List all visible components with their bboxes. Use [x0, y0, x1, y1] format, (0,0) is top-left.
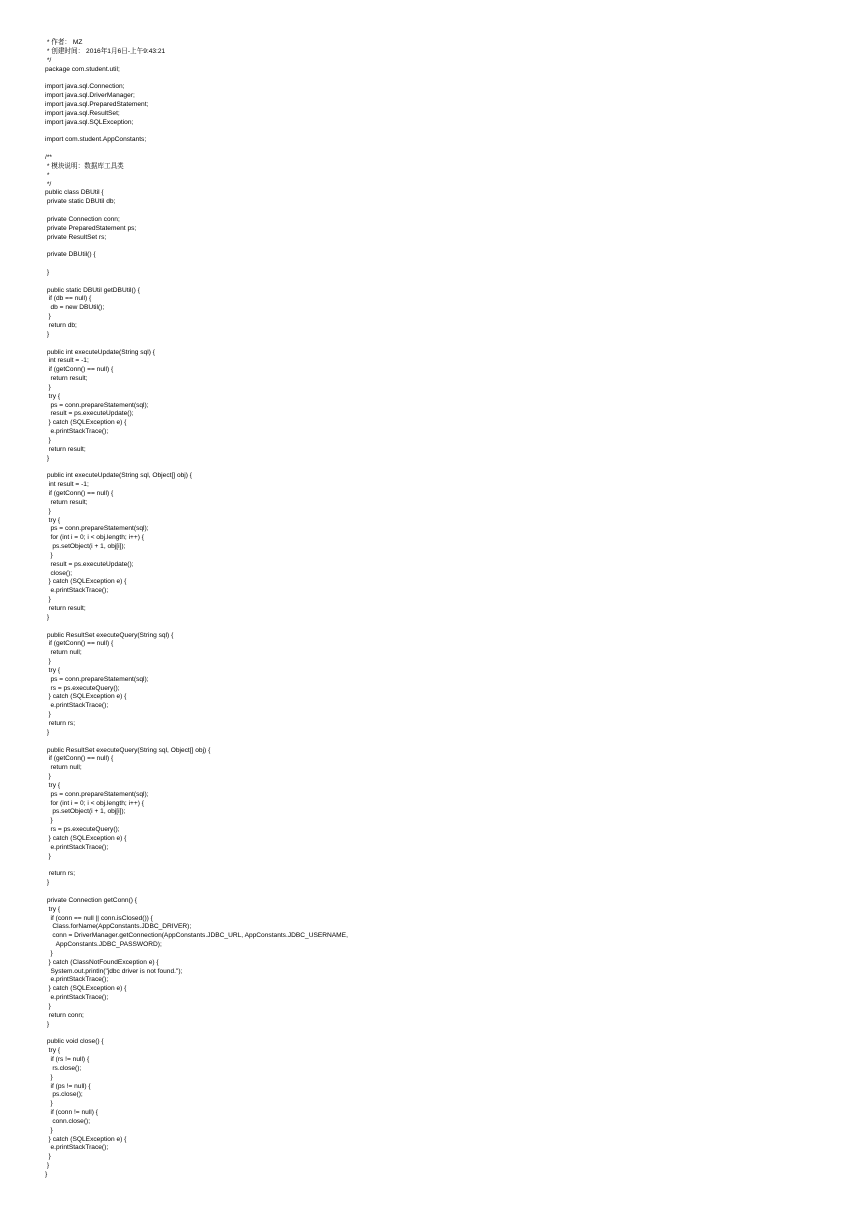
code-line: return db;	[45, 322, 77, 329]
code-line: try {	[45, 781, 61, 789]
code-line: * 创建时间： 2016年1月6日-上午9:43:21	[45, 47, 166, 55]
code-line: if (db == null) {	[45, 295, 92, 303]
code-line: rs.close();	[45, 1064, 82, 1072]
code-line: }	[45, 879, 50, 887]
code-line: conn = DriverManager.getConnection(AppConstants.JDBC_URL, AppConstants.JDBC_USERNAME,	[45, 932, 348, 940]
code-line: }	[45, 728, 50, 736]
code-line: public int executeUpdate(String sql, Object[] obj) {	[45, 472, 192, 480]
code-line: e.printStackTrace();	[45, 587, 109, 595]
code-line: e.printStackTrace();	[45, 976, 109, 984]
code-line: }	[45, 773, 51, 781]
code-line: import java.sql.DriverManager;	[45, 92, 135, 100]
code-line	[45, 127, 348, 136]
code-line: private PreparedStatement ps;	[45, 224, 137, 232]
code-line: try {	[45, 1047, 61, 1055]
code-line: return result;	[45, 605, 86, 612]
code-line: Class.forName(AppConstants.JDBC_DRIVER);	[45, 923, 192, 931]
code-line: try {	[45, 905, 61, 913]
code-line: }	[45, 1002, 51, 1010]
code-line: } catch (SQLException e) {	[45, 419, 127, 427]
code-line	[45, 242, 348, 251]
code-line: try {	[45, 516, 61, 524]
code-line	[45, 278, 348, 287]
code-line: /**	[45, 153, 52, 161]
code-line	[45, 74, 348, 83]
code-line: */	[45, 180, 52, 188]
code-line: ps = conn.prepareStatement(sql);	[45, 675, 149, 683]
code-line: import java.sql.SQLException;	[45, 118, 134, 126]
code-line: private Connection conn;	[45, 215, 120, 223]
code-line: if (conn == null || conn.isClosed()) {	[45, 914, 153, 922]
code-line: import com.student.AppConstants;	[45, 136, 147, 144]
code-line: private Connection getConn() {	[45, 896, 138, 904]
code-line: e.printStackTrace();	[45, 994, 109, 1002]
code-line: private static DBUtil db;	[45, 198, 116, 206]
code-line: if (getConn() == null) {	[45, 640, 114, 648]
code-line	[45, 888, 348, 897]
code-line: db = new DBUtil();	[45, 304, 105, 312]
code-line: rs = ps.executeQuery();	[45, 684, 120, 692]
code-line: try {	[45, 666, 61, 674]
code-line: public int executeUpdate(String sql) {	[45, 348, 155, 356]
code-line: import java.sql.PreparedStatement;	[45, 100, 149, 108]
code-line: *	[45, 171, 50, 179]
code-line: }	[45, 1100, 53, 1108]
code-line	[45, 340, 348, 349]
code-line: return result;	[45, 498, 88, 506]
code-line: ps = conn.prepareStatement(sql);	[45, 525, 149, 533]
code-line: } catch (SQLException e) {	[45, 578, 127, 586]
code-line: ps = conn.prepareStatement(sql);	[45, 790, 149, 798]
code-line: package com.student.util;	[45, 65, 120, 73]
code-line: }	[45, 313, 51, 321]
code-line: return null;	[45, 764, 82, 772]
code-line: try {	[45, 392, 61, 400]
code-line: if (getConn() == null) {	[45, 366, 114, 374]
code-line: }	[45, 1126, 53, 1134]
code-line: }	[45, 949, 53, 957]
code-line: return rs;	[45, 719, 76, 727]
code-line: }	[45, 613, 50, 621]
code-line: public static DBUtil getDBUtil() {	[45, 286, 140, 294]
code-line: } catch (SQLException e) {	[45, 693, 127, 701]
code-line: public ResultSet executeQuery(String sql, Object[] obj) {	[45, 746, 211, 754]
code-line: result = ps.executeUpdate();	[45, 410, 134, 418]
code-line: return result;	[45, 445, 86, 453]
code-line: if (ps != null) {	[45, 1082, 91, 1090]
code-line: e.printStackTrace();	[45, 428, 109, 436]
code-line: }	[45, 507, 51, 515]
code-line: } catch (SQLException e) {	[45, 1135, 127, 1143]
code-line: for (int i = 0; i < obj.length; i++) {	[45, 534, 144, 542]
code-line: }	[45, 596, 51, 604]
code-line	[45, 207, 348, 216]
code-line	[45, 145, 348, 154]
code-line: public void close() {	[45, 1038, 104, 1046]
code-line: import java.sql.ResultSet;	[45, 109, 120, 117]
code-line: rs = ps.executeQuery();	[45, 826, 120, 834]
code-line	[45, 1030, 348, 1039]
code-line: ps.setObject(i + 1, obj[i]);	[45, 543, 126, 551]
code-line: return rs;	[45, 870, 76, 878]
code-line: ps.close();	[45, 1091, 83, 1099]
code-line: } catch (SQLException e) {	[45, 985, 127, 993]
code-line: result = ps.executeUpdate();	[45, 560, 134, 568]
code-line: }	[45, 1020, 50, 1028]
code-line: public ResultSet executeQuery(String sql) {	[45, 631, 174, 639]
code-line: return conn;	[45, 1011, 84, 1019]
code-line: }	[45, 268, 50, 276]
code-line: }	[45, 852, 51, 860]
code-line: * 作者： MZ	[45, 39, 83, 46]
code-line: }	[45, 817, 53, 825]
code-line: }	[45, 383, 51, 391]
code-line: }	[45, 551, 53, 559]
code-line: }	[45, 454, 50, 462]
code-line: if (rs != null) {	[45, 1056, 90, 1064]
code-line: int result = -1;	[45, 481, 89, 489]
code-line: public class DBUtil {	[45, 189, 104, 197]
code-line: ps = conn.prepareStatement(sql);	[45, 401, 149, 409]
code-line: AppConstants.JDBC_PASSWORD);	[45, 941, 162, 949]
code-line: if (getConn() == null) {	[45, 490, 114, 498]
code-line: } catch (ClassNotFoundException e) {	[45, 958, 159, 966]
code-line: }	[45, 658, 51, 666]
code-line	[45, 260, 348, 269]
code-line: import java.sql.Connection;	[45, 83, 125, 91]
code-line: e.printStackTrace();	[45, 1144, 109, 1152]
code-line: int result = -1;	[45, 357, 89, 365]
source-code-block	[45, 39, 348, 1180]
code-line	[45, 464, 348, 473]
code-line: */	[45, 56, 52, 64]
code-line: if (getConn() == null) {	[45, 755, 114, 763]
code-line: }	[45, 711, 51, 719]
code-line: return null;	[45, 649, 82, 657]
code-line: }	[45, 1153, 51, 1161]
code-line: }	[45, 1171, 48, 1178]
code-line: ps.setObject(i + 1, obj[i]);	[45, 808, 126, 816]
code-line	[45, 861, 348, 870]
code-line	[45, 623, 348, 632]
code-line: System.out.println("jdbc driver is not found.");	[45, 967, 183, 975]
code-line: }	[45, 436, 51, 444]
code-line: return result;	[45, 375, 88, 383]
code-line: * 模块说明：数据库工具类	[45, 162, 124, 170]
code-line: }	[45, 330, 50, 338]
code-line: if (conn != null) {	[45, 1109, 98, 1117]
code-line: } catch (SQLException e) {	[45, 834, 127, 842]
code-line: e.printStackTrace();	[45, 843, 109, 851]
code-line: private ResultSet rs;	[45, 233, 107, 241]
code-line: close();	[45, 569, 73, 577]
code-line: conn.close();	[45, 1117, 91, 1125]
code-line: }	[45, 1162, 50, 1170]
code-line	[45, 738, 348, 747]
code-line: for (int i = 0; i < obj.length; i++) {	[45, 799, 144, 807]
code-line: e.printStackTrace();	[45, 702, 109, 710]
code-line: }	[45, 1073, 53, 1081]
code-line: private DBUtil() {	[45, 251, 96, 259]
